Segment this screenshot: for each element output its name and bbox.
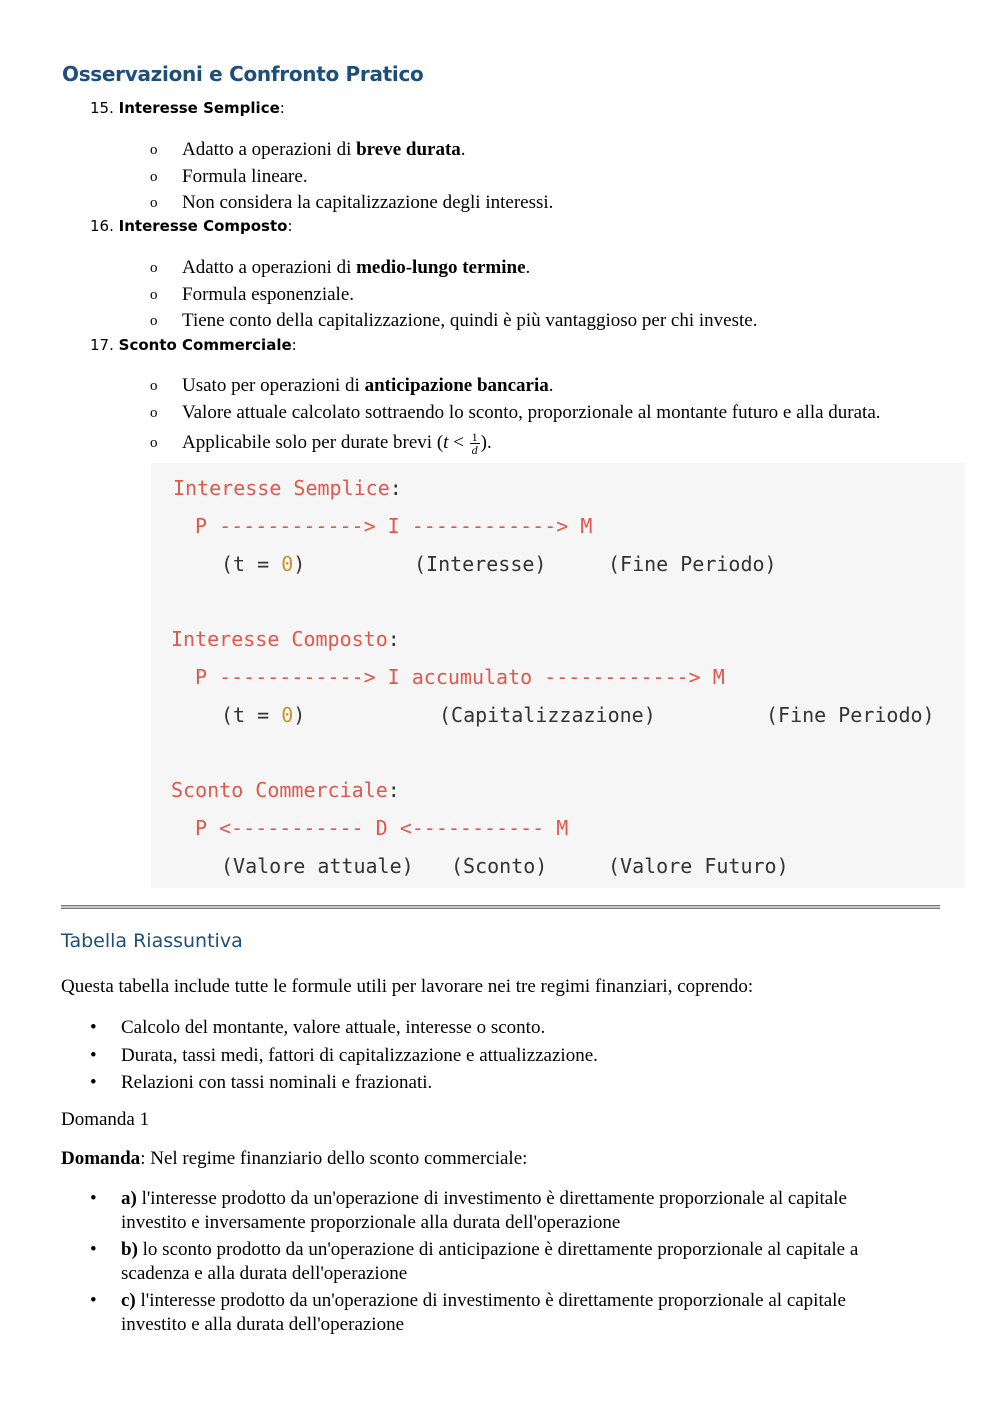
circle-bullet-icon: o xyxy=(150,286,158,303)
code-label-fine-periodo: (Fine Periodo) xyxy=(608,552,777,576)
bullet-icon: • xyxy=(90,1290,97,1311)
list-item: • Durata, tassi medi, fattori di capitalizzazione e attualizzazione. xyxy=(90,1044,598,1066)
list-item: o Formula lineare. xyxy=(150,164,553,191)
item-number: 15. xyxy=(90,99,114,117)
horizontal-rule xyxy=(61,905,940,909)
item-title: Interesse Composto xyxy=(118,217,288,235)
answer-option-c: • c) l'interesse prodotto da un'operazione di investimento è direttamente proporzionale al capitale investito e alla durata dell'operazione xyxy=(90,1290,846,1335)
item-title: Sconto Commerciale xyxy=(118,336,292,354)
code-label-valore-attuale: (Valore attuale) xyxy=(221,854,414,878)
math-var-t: t xyxy=(443,432,449,453)
numbered-item-16 xyxy=(90,217,293,235)
code-label-t0: (t = 0) xyxy=(221,703,306,727)
bullet-icon: • xyxy=(90,1017,97,1038)
circle-bullet-icon: o xyxy=(150,404,158,421)
sub-list-16 xyxy=(150,255,757,335)
circle-bullet-icon: o xyxy=(150,260,158,276)
code-label-capitalizzazione: (Capitalizzazione) xyxy=(439,703,656,727)
item-colon: : xyxy=(287,217,293,235)
list-item: o Adatto a operazioni di medio-lungo termine. xyxy=(150,255,757,282)
answer-option-a: • a) l'interesse prodotto da un'operazione di investimento è direttamente proporzionale al capitale investito e inversamente proporzionale alla durata dell'operazione xyxy=(90,1188,847,1233)
list-item: o Non considera la capitalizzazione degli interessi. xyxy=(150,190,553,217)
answer-option-b: • b) lo sconto prodotto da un'operazione di anticipazione è direttamente proporzionale al capitale a scadenza e alla durata dell'operazione xyxy=(90,1239,859,1284)
numbered-item-17 xyxy=(90,336,297,354)
sub-list-15 xyxy=(150,137,553,217)
section-title: Tabella Riassuntiva xyxy=(61,930,243,952)
list-item: o Valore attuale calcolato sottraendo lo sconto, proporzionale al montante futuro e alla durata. xyxy=(150,400,881,427)
bullet-icon: • xyxy=(90,1072,97,1093)
bullet-icon: • xyxy=(90,1188,97,1209)
list-item: o Tiene conto della capitalizzazione, quindi è più vantaggioso per chi investe. xyxy=(150,308,757,335)
item-number: 17. xyxy=(90,336,114,354)
code-label-interesse: (Interesse) xyxy=(414,552,547,576)
circle-bullet-icon: o xyxy=(150,435,158,451)
list-item: • Relazioni con tassi nominali e frazionati. xyxy=(90,1072,433,1093)
code-label-valore-futuro: (Valore Futuro) xyxy=(608,854,789,878)
circle-bullet-icon: o xyxy=(150,195,158,211)
summary-bullet-list xyxy=(90,1016,940,1095)
section-title: Osservazioni e Confronto Pratico xyxy=(62,62,424,86)
bullet-icon: • xyxy=(90,1239,97,1260)
code-label-fine-periodo: (Fine Periodo) xyxy=(766,703,935,727)
list-item: o Adatto a operazioni di breve durata. xyxy=(150,137,553,164)
answer-options-list xyxy=(90,1187,890,1337)
item-colon: : xyxy=(279,99,285,117)
circle-bullet-icon: o xyxy=(150,378,158,394)
code-label-sconto: (Sconto) xyxy=(451,854,548,878)
list-item: o Usato per operazioni di anticipazione bancaria. xyxy=(150,373,881,400)
question-heading: Domanda 1 xyxy=(61,1109,150,1130)
code-title-semplice: Interesse Semplice: xyxy=(173,476,402,500)
question-text: Domanda: Nel regime finanziario dello sconto commerciale: xyxy=(61,1148,528,1169)
question-label: Domanda xyxy=(61,1148,141,1169)
code-flow-semplice: P ------------> I ------------> M xyxy=(195,514,593,538)
code-title-sconto: Sconto Commerciale: xyxy=(171,778,400,802)
intro-paragraph: Questa tabella include tutte le formule utili per lavorare nei tre regimi finanziari, coprendo: xyxy=(61,976,754,997)
numbered-item-15 xyxy=(90,99,285,117)
circle-bullet-icon: o xyxy=(150,313,158,329)
fraction: $\frac{1}{d}$ xyxy=(471,430,478,458)
code-flow-sconto: P <----------- D <----------- M xyxy=(195,816,569,840)
bullet-icon: • xyxy=(90,1044,97,1066)
circle-bullet-icon: o xyxy=(150,142,158,158)
item-colon: : xyxy=(291,336,297,354)
list-item: • Calcolo del montante, valore attuale, interesse o sconto. xyxy=(90,1017,546,1038)
list-item: o Applicabile solo per durate brevi (t < $\frac{1}{d}$ ). xyxy=(150,426,881,460)
code-label-t0: (t = 0) xyxy=(221,552,306,576)
code-title-composto: Interesse Composto: xyxy=(171,627,400,651)
item-number: 16. xyxy=(90,217,114,235)
circle-bullet-icon: o xyxy=(150,168,158,185)
code-flow-composto: P ------------> I accumulato ------------> M xyxy=(195,665,725,689)
list-item: o Formula esponenziale. xyxy=(150,282,757,309)
item-title: Interesse Semplice xyxy=(118,99,280,117)
code-block xyxy=(151,463,965,888)
sub-list-17 xyxy=(150,373,881,460)
